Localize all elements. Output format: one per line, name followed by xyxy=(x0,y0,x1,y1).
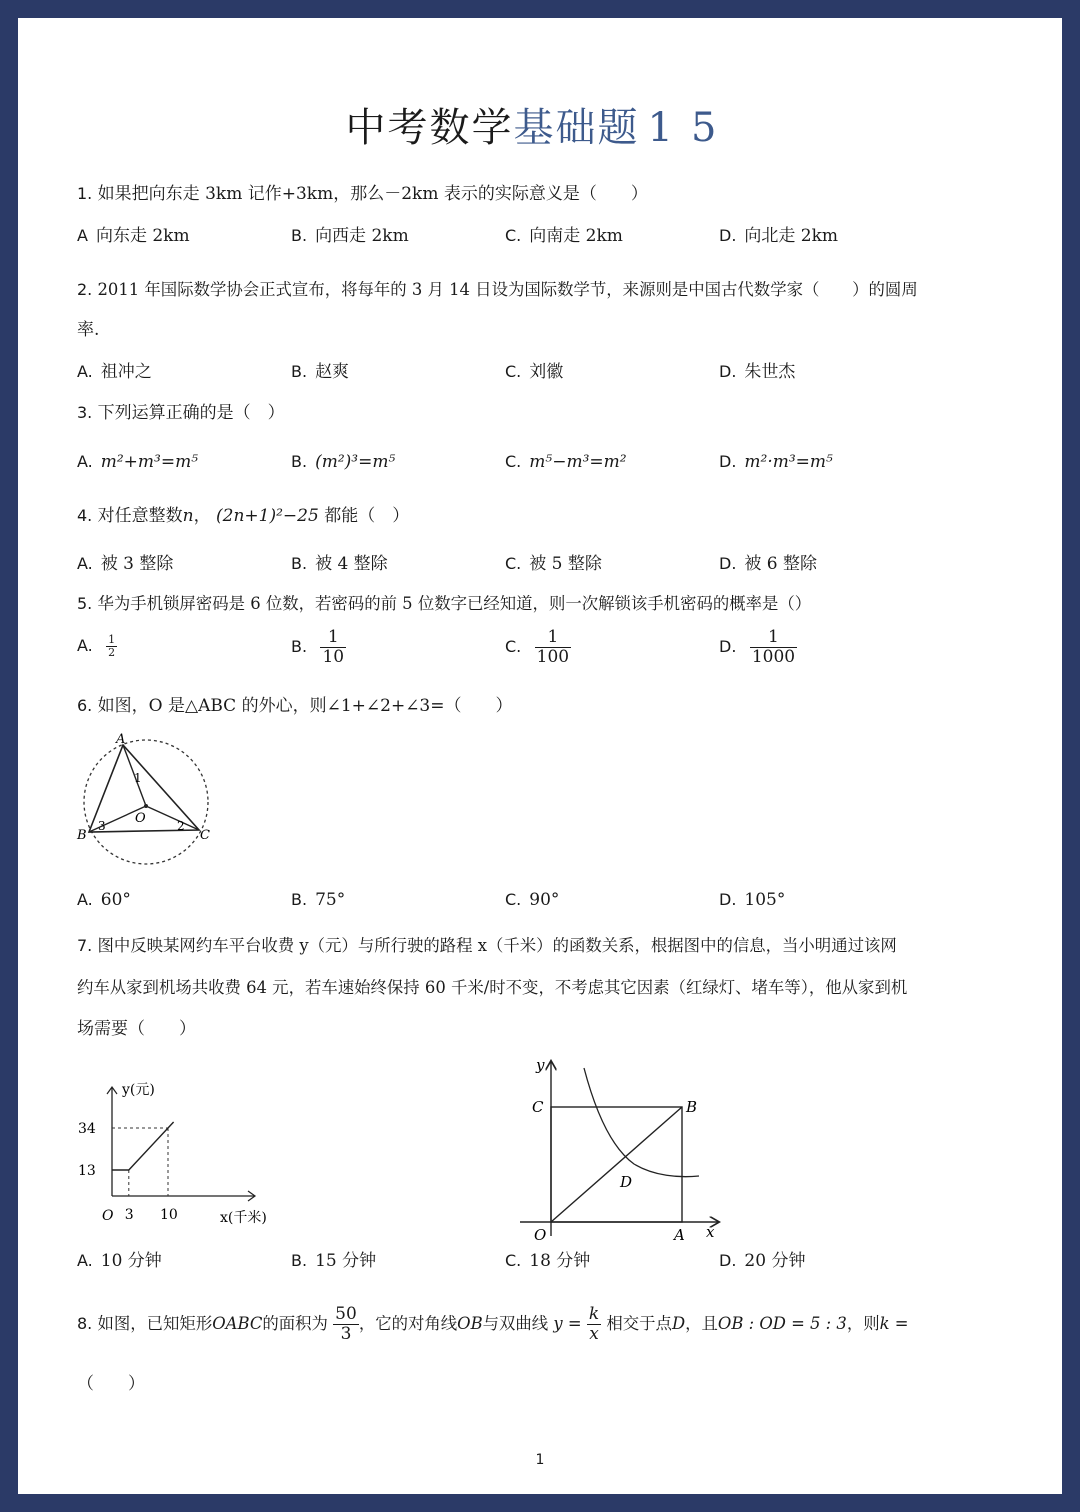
y-axis-label: y(元) xyxy=(122,1082,155,1098)
y-tick-label: 13 xyxy=(78,1163,96,1179)
q5-option-b[interactable]: B. $\frac{1}{10}$ xyxy=(291,627,345,667)
question-5-text: 华为手机锁屏密码是 6 位数，若密码的前 5 位数字已经知道，则一次解锁该手机密码的概率是（） xyxy=(97,594,812,613)
label-y: y xyxy=(536,1056,545,1074)
vertex-b-label: B xyxy=(77,828,87,843)
q5-option-a[interactable]: A. $\frac{1}{2}$ xyxy=(77,633,116,660)
diagonal-ob xyxy=(551,1107,682,1222)
question-1: 1. 如果把向东走 3km 记作+3km，那么－2km 表示的实际意义是（ ） xyxy=(77,184,648,204)
angle-3-label: 3 xyxy=(98,819,106,833)
angle-1-label: 1 xyxy=(134,771,142,785)
q3-option-d[interactable]: D. m²·m³=m⁵ xyxy=(719,452,833,472)
question-1-text: 如果把向东走 3km 记作+3km，那么－2km 表示的实际意义是（ ） xyxy=(97,184,648,204)
question-3: 3. 下列运算正确的是（ ） xyxy=(77,403,285,423)
label-d: D xyxy=(620,1173,633,1191)
fraction: $\frac{1}{1000}$ xyxy=(751,627,796,667)
label-o: O xyxy=(534,1226,547,1244)
circumcircle xyxy=(84,740,208,864)
y-tick-label: 34 xyxy=(78,1121,96,1137)
question-7-line3: 场需要（ ） xyxy=(77,1019,196,1039)
label-c: C xyxy=(532,1098,544,1116)
q7-option-c[interactable]: C. 18 分钟 xyxy=(505,1251,591,1271)
fraction: $\frac{1}{2}$ xyxy=(108,633,116,660)
question-6: 6. 如图，O 是△ABC 的外心，则∠1+∠2+∠3=（ ） xyxy=(77,696,513,716)
q6-option-a[interactable]: A. 60° xyxy=(77,890,131,910)
title-part3: 15 xyxy=(647,105,735,151)
fraction: $\frac{1}{10}$ xyxy=(322,627,345,667)
title-part1: 中考数学 xyxy=(345,105,514,151)
q1-option-b[interactable]: B. 向西走 2km xyxy=(291,226,409,246)
question-6-text: 如图，O 是△ABC 的外心，则∠1+∠2+∠3=（ ） xyxy=(97,696,513,716)
question-7-line1: 图中反映某网约车平台收费 y（元）与所行驶的路程 x（千米）的函数关系，根据图中的信息，当小明通过该网 xyxy=(97,936,897,955)
fare-line xyxy=(112,1122,174,1170)
fare-distance-chart xyxy=(76,1076,286,1226)
question-2: 2. 2011 年国际数学协会正式宣布，将每年的 3 月 14 日设为国际数学节，来源则是中国古代数学家（ ）的圆周 xyxy=(77,280,918,299)
worksheet-page xyxy=(18,18,1062,1494)
q4-option-b[interactable]: B. 被 4 整除 xyxy=(291,554,388,574)
origin-label: O xyxy=(102,1208,114,1224)
q5-option-d[interactable]: D. $\frac{1}{1000}$ xyxy=(719,627,796,667)
circumcircle-figure xyxy=(76,730,226,870)
question-3-text: 下列运算正确的是（ ） xyxy=(97,403,285,423)
q2-option-d[interactable]: D. 朱世杰 xyxy=(719,362,796,382)
q6-option-b[interactable]: B. 75° xyxy=(291,890,346,910)
vertex-a-label: A xyxy=(116,732,126,747)
q2-option-c[interactable]: C. 刘徽 xyxy=(505,362,564,382)
label-a: A xyxy=(674,1226,685,1244)
question-4: 4. 对任意整数n， (2n+1)²−25 都能（ ） xyxy=(77,506,410,526)
label-x: x xyxy=(706,1223,715,1241)
q7-option-d[interactable]: D. 20 分钟 xyxy=(719,1251,806,1271)
question-8-answer-paren: （ ） xyxy=(77,1374,145,1394)
question-7: 7. 图中反映某网约车平台收费 y（元）与所行驶的路程 x（千米）的函数关系，根据图中的信息，当小明通过该网 xyxy=(77,936,897,955)
q2-option-b[interactable]: B. 赵爽 xyxy=(291,362,350,382)
q3-option-c[interactable]: C. m⁵−m³=m² xyxy=(505,452,627,472)
segment-oc xyxy=(146,806,199,830)
x-axis-label: x(千米) xyxy=(220,1210,267,1226)
fraction: $\frac{1}{100}$ xyxy=(536,627,570,667)
q4-option-a[interactable]: A. 被 3 整除 xyxy=(77,554,174,574)
x-tick-label: 10 xyxy=(160,1207,178,1223)
q4-option-d[interactable]: D. 被 6 整除 xyxy=(719,554,818,574)
center-o-label: O xyxy=(135,811,146,826)
point-o xyxy=(144,804,148,808)
question-4-expression: (2n+1)²−25 xyxy=(216,506,319,526)
angle-2-label: 2 xyxy=(177,819,185,833)
q1-option-a[interactable]: A 向东走 2km xyxy=(77,226,190,246)
x-tick-label: 3 xyxy=(124,1207,134,1223)
page-number: 1 xyxy=(535,1452,545,1468)
q3-option-b[interactable]: B. (m²)³=m⁵ xyxy=(291,452,396,472)
title-part2: 基础题 xyxy=(513,105,640,151)
page-title xyxy=(18,96,1062,153)
q2-option-a[interactable]: A. 祖冲之 xyxy=(77,362,152,382)
q1-option-d[interactable]: D. 向北走 2km xyxy=(719,226,839,246)
q6-option-c[interactable]: C. 90° xyxy=(505,890,560,910)
q7-option-a[interactable]: A. 10 分钟 xyxy=(77,1251,162,1271)
question-2-cont: 率. xyxy=(77,320,100,340)
question-5: 5. 华为手机锁屏密码是 6 位数，若密码的前 5 位数字已经知道，则一次解锁该手机密码的概率是（） xyxy=(77,594,812,613)
question-2-text: 2011 年国际数学协会正式宣布，将每年的 3 月 14 日设为国际数学节，来源则是中国古代数学家（ ）的圆周 xyxy=(97,280,918,299)
curve-fraction: $\frac{k}{x}$ xyxy=(588,1304,600,1344)
question-7-line2: 约车从家到机场共收费 64 元，若车速始终保持 60 千米/时不变，不考虑其它因素（红绿灯、堵车等），他从家到机 xyxy=(77,978,908,997)
vertex-c-label: C xyxy=(200,828,210,843)
q6-option-d[interactable]: D. 105° xyxy=(719,890,786,910)
label-b: B xyxy=(686,1098,698,1116)
rectangle-hyperbola-figure xyxy=(514,1056,734,1246)
area-fraction: $\frac{50}{3}$ xyxy=(335,1304,357,1344)
q3-option-a[interactable]: A. m²+m³=m⁵ xyxy=(77,452,199,472)
q4-option-c[interactable]: C. 被 5 整除 xyxy=(505,554,602,574)
question-8: 8. 如图，已知矩形OABC的面积为 $\frac{50}{3}$ ，它的对角线OB与双曲线 y = $\frac{k}{x}$ 相交于点D，且OB : OD = 5 : 3，则k = xyxy=(77,1304,909,1344)
q1-option-c[interactable]: C. 向南走 2km xyxy=(505,226,623,246)
q7-option-b[interactable]: B. 15 分钟 xyxy=(291,1251,377,1271)
q5-option-c[interactable]: C. $\frac{1}{100}$ xyxy=(505,627,570,667)
